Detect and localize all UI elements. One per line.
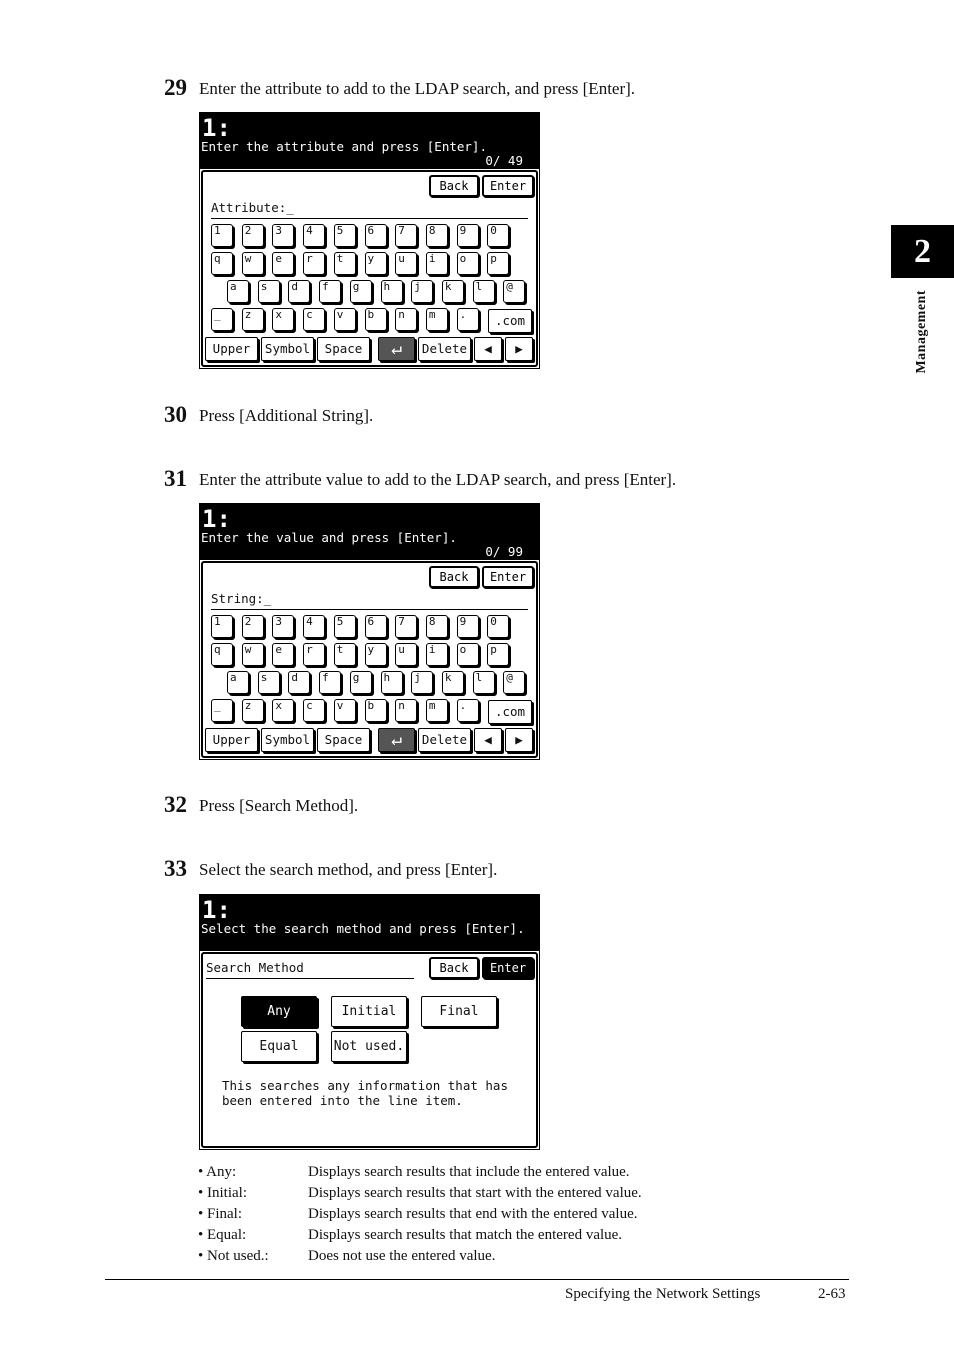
key-row1-9[interactable]: 0	[487, 224, 509, 247]
step-32	[164, 794, 358, 817]
definition-text: Does not use the entered value.	[308, 1248, 496, 1264]
step-text: Enter the attribute value to add to the LDAP search, and press [Enter].	[199, 470, 677, 489]
delete-button[interactable]: Delete	[418, 728, 471, 752]
key-row2-7[interactable]: i	[426, 643, 448, 666]
key-row2-0[interactable]: q	[211, 643, 233, 666]
field-underline	[206, 978, 414, 979]
definition-text: Displays search results that start with the entered value.	[308, 1185, 642, 1201]
step-29	[164, 77, 635, 100]
step-31	[164, 468, 676, 491]
key-row3-7[interactable]: k	[442, 280, 464, 303]
field-label: Attribute:_	[211, 200, 294, 215]
key-row3-1[interactable]: s	[258, 280, 280, 303]
option-not-used[interactable]: Not used.	[331, 1031, 407, 1062]
key-row3-0[interactable]: a	[227, 671, 249, 694]
key-row1-6[interactable]: 7	[395, 615, 417, 638]
screen-header	[200, 504, 539, 560]
back-button[interactable]: Back	[429, 566, 479, 588]
definition-text: Displays search results that end with the entered value.	[308, 1206, 638, 1222]
key-row4-7[interactable]: m	[426, 308, 448, 331]
enter-button[interactable]: Enter	[482, 566, 534, 588]
key-row4-5[interactable]: b	[365, 699, 387, 722]
key-row2-6[interactable]: u	[395, 252, 417, 275]
entry-number: 1:	[202, 896, 231, 924]
step-text: Press [Search Method].	[199, 796, 359, 815]
key-row2-3[interactable]: r	[303, 252, 325, 275]
field-underline	[211, 609, 528, 610]
side-label	[914, 290, 932, 410]
page-number: 2-63	[818, 1286, 846, 1302]
screen-header	[200, 113, 539, 169]
screen-message: Enter the value and press [Enter].	[201, 530, 457, 545]
method-definitions	[198, 1162, 642, 1267]
option-initial[interactable]: Initial	[331, 996, 407, 1027]
symbol-button[interactable]: Symbol	[261, 728, 314, 752]
definition-text: Displays search results that match the entered value.	[308, 1227, 623, 1243]
option-equal[interactable]: Equal	[241, 1031, 317, 1062]
key-row4-5[interactable]: b	[365, 308, 387, 331]
screen-message: Select the search method and press [Enter].	[201, 921, 525, 936]
space-button[interactable]: Space	[317, 337, 370, 361]
key-row1-8[interactable]: 9	[457, 615, 479, 638]
key-row4-6[interactable]: n	[395, 699, 417, 722]
value-entry-screen	[199, 503, 540, 760]
step-number: 29	[164, 75, 187, 100]
key-row1-1[interactable]: 2	[242, 615, 264, 638]
key-row3-5[interactable]: h	[381, 671, 403, 694]
return-key-icon[interactable]: ↵	[378, 337, 415, 361]
key-row3-2[interactable]: d	[288, 280, 310, 303]
key-row2-8[interactable]: o	[457, 252, 479, 275]
key-row1-8[interactable]: 9	[457, 224, 479, 247]
key-row3-4[interactable]: g	[350, 671, 372, 694]
keyboard-panel	[201, 561, 538, 758]
step-number: 33	[164, 856, 187, 881]
upper-button[interactable]: Upper	[205, 337, 258, 361]
enter-button[interactable]: Enter	[482, 957, 534, 979]
search-method-screen	[199, 894, 540, 1150]
key-row4-4[interactable]: v	[334, 308, 356, 331]
key-row4-1[interactable]: z	[242, 308, 264, 331]
key-row4-8[interactable]: .	[457, 699, 479, 722]
footer-rule	[105, 1279, 849, 1280]
footer-section: Specifying the Network Settings	[565, 1286, 761, 1302]
key-row3-9[interactable]: @	[503, 280, 525, 303]
key-row2-9[interactable]: p	[487, 252, 509, 275]
definition-row	[198, 1225, 642, 1246]
keyboard-panel	[201, 170, 538, 367]
description-line: been entered into the line item.	[222, 1093, 463, 1108]
entry-number: 1:	[202, 114, 231, 142]
key-row4-6[interactable]: n	[395, 308, 417, 331]
key-row1-7[interactable]: 8	[426, 615, 448, 638]
key-row4-0[interactable]: _	[211, 308, 233, 331]
key-row3-6[interactable]: j	[411, 280, 433, 303]
field-label: String:_	[211, 591, 272, 606]
key-row4-1[interactable]: z	[242, 699, 264, 722]
step-number: 31	[164, 466, 187, 491]
definition-term: • Not used.:	[198, 1248, 269, 1264]
key-row3-5[interactable]: h	[381, 280, 403, 303]
cursor-left-icon[interactable]: ◀	[474, 337, 502, 361]
key-row1-6[interactable]: 7	[395, 224, 417, 247]
option-final[interactable]: Final	[421, 996, 497, 1027]
key-row2-2[interactable]: e	[272, 252, 294, 275]
option-any[interactable]: Any	[241, 996, 317, 1027]
definition-row	[198, 1246, 642, 1267]
key-row1-3[interactable]: 4	[303, 224, 325, 247]
return-key-icon[interactable]: ↵	[378, 728, 415, 752]
key-row1-4[interactable]: 5	[334, 224, 356, 247]
key-row3-2[interactable]: d	[288, 671, 310, 694]
search-method-label: Search Method	[206, 960, 304, 975]
key-row1-2[interactable]: 3	[272, 224, 294, 247]
chapter-tab: 2	[891, 225, 954, 278]
definition-term: • Initial:	[198, 1185, 247, 1201]
enter-button[interactable]: Enter	[482, 175, 534, 197]
key-row3-1[interactable]: s	[258, 671, 280, 694]
step-text: Enter the attribute to add to the LDAP search, and press [Enter].	[199, 79, 636, 98]
key-row2-8[interactable]: o	[457, 643, 479, 666]
step-30	[164, 404, 373, 427]
definition-text: Displays search results that include the entered value.	[308, 1164, 630, 1180]
key-row1-5[interactable]: 6	[365, 224, 387, 247]
key-row1-3[interactable]: 4	[303, 615, 325, 638]
attribute-entry-screen	[199, 112, 540, 369]
key-row3-0[interactable]: a	[227, 280, 249, 303]
key-row4-2[interactable]: x	[272, 699, 294, 722]
definition-row	[198, 1204, 642, 1225]
key-row1-7[interactable]: 8	[426, 224, 448, 247]
step-text: Select the search method, and press [Enter].	[199, 860, 498, 879]
key-row2-6[interactable]: u	[395, 643, 417, 666]
key-row2-3[interactable]: r	[303, 643, 325, 666]
char-counter: 0/ 99	[485, 544, 523, 559]
definition-row	[198, 1162, 642, 1183]
key-row2-1[interactable]: w	[242, 252, 264, 275]
method-description	[222, 1078, 508, 1108]
key-row4-2[interactable]: x	[272, 308, 294, 331]
symbol-button[interactable]: Symbol	[261, 337, 314, 361]
side-label-text: Management	[914, 290, 929, 374]
key-row2-7[interactable]: i	[426, 252, 448, 275]
dotcom-key[interactable]: .com	[488, 700, 532, 724]
step-number: 32	[164, 792, 187, 817]
key-row3-9[interactable]: @	[503, 671, 525, 694]
cursor-right-icon[interactable]: ▶	[505, 728, 533, 752]
delete-button[interactable]: Delete	[418, 337, 471, 361]
step-number: 30	[164, 402, 187, 427]
key-row3-4[interactable]: g	[350, 280, 372, 303]
back-button[interactable]: Back	[429, 957, 479, 979]
key-row1-1[interactable]: 2	[242, 224, 264, 247]
back-button[interactable]: Back	[429, 175, 479, 197]
key-row3-8[interactable]: l	[473, 280, 495, 303]
key-row1-0[interactable]: 1	[211, 224, 233, 247]
key-row4-8[interactable]: .	[457, 308, 479, 331]
key-row2-0[interactable]: q	[211, 252, 233, 275]
key-row3-6[interactable]: j	[411, 671, 433, 694]
screen-message: Enter the attribute and press [Enter].	[201, 139, 487, 154]
entry-number: 1:	[202, 505, 231, 533]
upper-button[interactable]: Upper	[205, 728, 258, 752]
key-row4-3[interactable]: c	[303, 308, 325, 331]
definition-row	[198, 1183, 642, 1204]
field-underline	[211, 218, 528, 219]
key-row2-2[interactable]: e	[272, 643, 294, 666]
key-row1-2[interactable]: 3	[272, 615, 294, 638]
key-row1-9[interactable]: 0	[487, 615, 509, 638]
dotcom-key[interactable]: .com	[488, 309, 532, 333]
key-row1-4[interactable]: 5	[334, 615, 356, 638]
cursor-left-icon[interactable]: ◀	[474, 728, 502, 752]
key-row4-4[interactable]: v	[334, 699, 356, 722]
definition-term: • Final:	[198, 1206, 243, 1222]
cursor-right-icon[interactable]: ▶	[505, 337, 533, 361]
key-row1-5[interactable]: 6	[365, 615, 387, 638]
key-row4-0[interactable]: _	[211, 699, 233, 722]
char-counter: 0/ 49	[485, 153, 523, 168]
key-row3-3[interactable]: f	[319, 671, 341, 694]
definition-term: • Any:	[198, 1164, 237, 1180]
key-row3-8[interactable]: l	[473, 671, 495, 694]
key-row2-4[interactable]: t	[334, 643, 356, 666]
key-row2-4[interactable]: t	[334, 252, 356, 275]
description-line: This searches any information that has	[222, 1078, 508, 1093]
method-panel	[201, 952, 538, 1148]
step-text: Press [Additional String].	[199, 406, 374, 425]
key-row4-7[interactable]: m	[426, 699, 448, 722]
key-row1-0[interactable]: 1	[211, 615, 233, 638]
step-33	[164, 858, 497, 881]
key-row2-9[interactable]: p	[487, 643, 509, 666]
key-row2-5[interactable]: y	[365, 643, 387, 666]
space-button[interactable]: Space	[317, 728, 370, 752]
key-row3-7[interactable]: k	[442, 671, 464, 694]
key-row2-5[interactable]: y	[365, 252, 387, 275]
key-row2-1[interactable]: w	[242, 643, 264, 666]
key-row3-3[interactable]: f	[319, 280, 341, 303]
screen-header	[200, 895, 539, 951]
key-row4-3[interactable]: c	[303, 699, 325, 722]
definition-term: • Equal:	[198, 1227, 247, 1243]
